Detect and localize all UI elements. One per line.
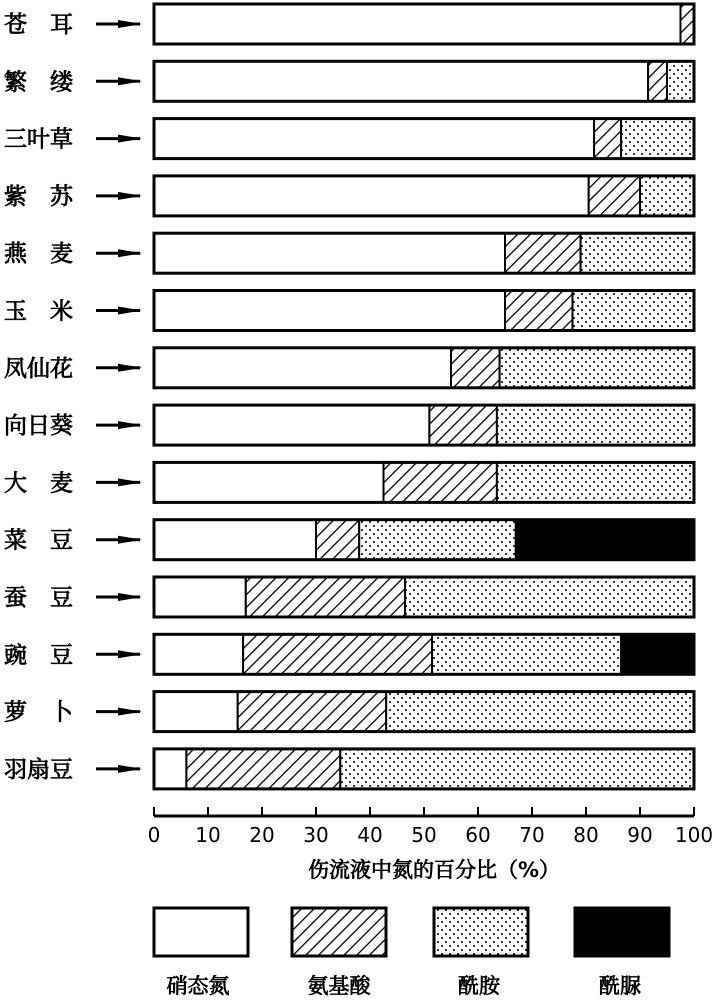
arrow-icon bbox=[96, 650, 142, 658]
category-label: 繁 缕 bbox=[4, 69, 73, 96]
arrow-icon bbox=[96, 249, 142, 257]
bar-segment bbox=[648, 61, 667, 101]
legend-item bbox=[434, 908, 528, 998]
legend-label: 酰脲 bbox=[599, 974, 641, 998]
arrow-icon bbox=[96, 192, 142, 200]
bar-segment bbox=[384, 462, 497, 502]
bar-segment bbox=[621, 119, 694, 159]
arrow-icon bbox=[96, 593, 142, 601]
legend-item bbox=[154, 908, 248, 998]
bar-segment bbox=[154, 4, 681, 44]
bar-segment bbox=[186, 749, 340, 789]
arrow-icon bbox=[96, 307, 142, 315]
arrow-icon bbox=[96, 421, 142, 429]
bar-segment bbox=[154, 577, 246, 617]
legend-label: 氨基酸 bbox=[307, 974, 371, 998]
category-label: 三叶草 bbox=[4, 126, 73, 153]
legend-swatch bbox=[434, 908, 528, 956]
bar-segment bbox=[451, 348, 500, 388]
bar-segment bbox=[429, 405, 497, 445]
bar-segment bbox=[505, 233, 581, 273]
x-tick-label: 10 bbox=[195, 823, 221, 847]
bar-segment bbox=[594, 119, 621, 159]
bar-segment bbox=[681, 4, 695, 44]
bar-segment bbox=[573, 291, 695, 331]
category-label: 萝 卜 bbox=[4, 699, 73, 726]
bar-segment bbox=[405, 577, 694, 617]
category-label: 大 麦 bbox=[4, 470, 73, 497]
bar-segment bbox=[316, 520, 359, 560]
bars-layer bbox=[154, 4, 694, 789]
x-tick-label: 20 bbox=[249, 823, 275, 847]
bar-segment bbox=[246, 577, 405, 617]
category-label: 紫 苏 bbox=[4, 183, 73, 210]
legend-item bbox=[292, 908, 386, 998]
bar-segment bbox=[154, 119, 594, 159]
category-label: 苍 耳 bbox=[4, 12, 73, 38]
bar-segment bbox=[497, 462, 694, 502]
arrow-icon bbox=[96, 77, 142, 85]
x-axis bbox=[148, 807, 713, 847]
arrow-icon bbox=[96, 364, 142, 372]
legend-item bbox=[575, 908, 669, 998]
bar-segment bbox=[340, 749, 694, 789]
bar-segment bbox=[154, 176, 589, 216]
category-label: 羽扇豆 bbox=[4, 756, 73, 783]
legend bbox=[154, 908, 669, 998]
bar-segment bbox=[154, 749, 186, 789]
bar-segment bbox=[243, 634, 432, 674]
x-tick-label: 80 bbox=[573, 823, 599, 847]
arrow-icon bbox=[96, 20, 142, 28]
bar-segment bbox=[359, 520, 516, 560]
x-tick-label: 70 bbox=[519, 823, 545, 847]
x-tick-label: 30 bbox=[303, 823, 329, 847]
legend-label: 硝态氮 bbox=[166, 974, 230, 998]
bar-segment bbox=[154, 233, 505, 273]
bar-segment bbox=[497, 405, 694, 445]
bar-segment bbox=[154, 405, 429, 445]
bar-segment bbox=[238, 692, 387, 732]
bar-segment bbox=[589, 176, 640, 216]
bar-segment bbox=[154, 692, 238, 732]
bar-segment bbox=[516, 520, 694, 560]
bar-segment bbox=[581, 233, 694, 273]
category-label: 菜 豆 bbox=[4, 527, 73, 554]
category-label: 玉 米 bbox=[4, 298, 73, 325]
x-tick-label: 100 bbox=[674, 823, 714, 847]
x-tick-label: 90 bbox=[627, 823, 653, 847]
bar-segment bbox=[505, 291, 573, 331]
arrow-icon bbox=[96, 708, 142, 716]
bar-segment bbox=[154, 520, 316, 560]
category-label: 蚕 豆 bbox=[4, 585, 73, 611]
bar-segment bbox=[154, 348, 451, 388]
category-label: 凤仙花 bbox=[4, 355, 73, 382]
arrow-icon bbox=[96, 135, 142, 143]
legend-swatch bbox=[154, 908, 248, 956]
bar-segment bbox=[432, 634, 621, 674]
x-tick-label: 60 bbox=[465, 823, 491, 847]
arrow-icon bbox=[96, 765, 142, 773]
bar-segment bbox=[154, 61, 648, 101]
legend-swatch bbox=[292, 908, 386, 956]
bar-segment bbox=[500, 348, 694, 388]
arrow-icon bbox=[96, 478, 142, 486]
legend-swatch bbox=[575, 908, 669, 956]
bar-segment bbox=[667, 61, 694, 101]
category-label: 豌 豆 bbox=[4, 642, 73, 669]
bar-segment bbox=[640, 176, 694, 216]
category-labels bbox=[4, 12, 142, 783]
x-tick-label: 0 bbox=[147, 823, 161, 847]
x-tick-label: 40 bbox=[357, 823, 383, 847]
bar-segment bbox=[621, 634, 694, 674]
x-tick-label: 50 bbox=[411, 823, 437, 847]
bar-segment bbox=[154, 462, 384, 502]
bar-segment bbox=[386, 692, 694, 732]
bar-segment bbox=[154, 634, 243, 674]
legend-label: 酰胺 bbox=[458, 974, 500, 998]
bar-segment bbox=[154, 291, 505, 331]
x-axis-title: 伤流液中氮的百分比（%） bbox=[307, 858, 561, 882]
category-label: 向日葵 bbox=[4, 413, 73, 440]
category-label: 燕 麦 bbox=[4, 241, 73, 268]
arrow-icon bbox=[96, 536, 142, 544]
